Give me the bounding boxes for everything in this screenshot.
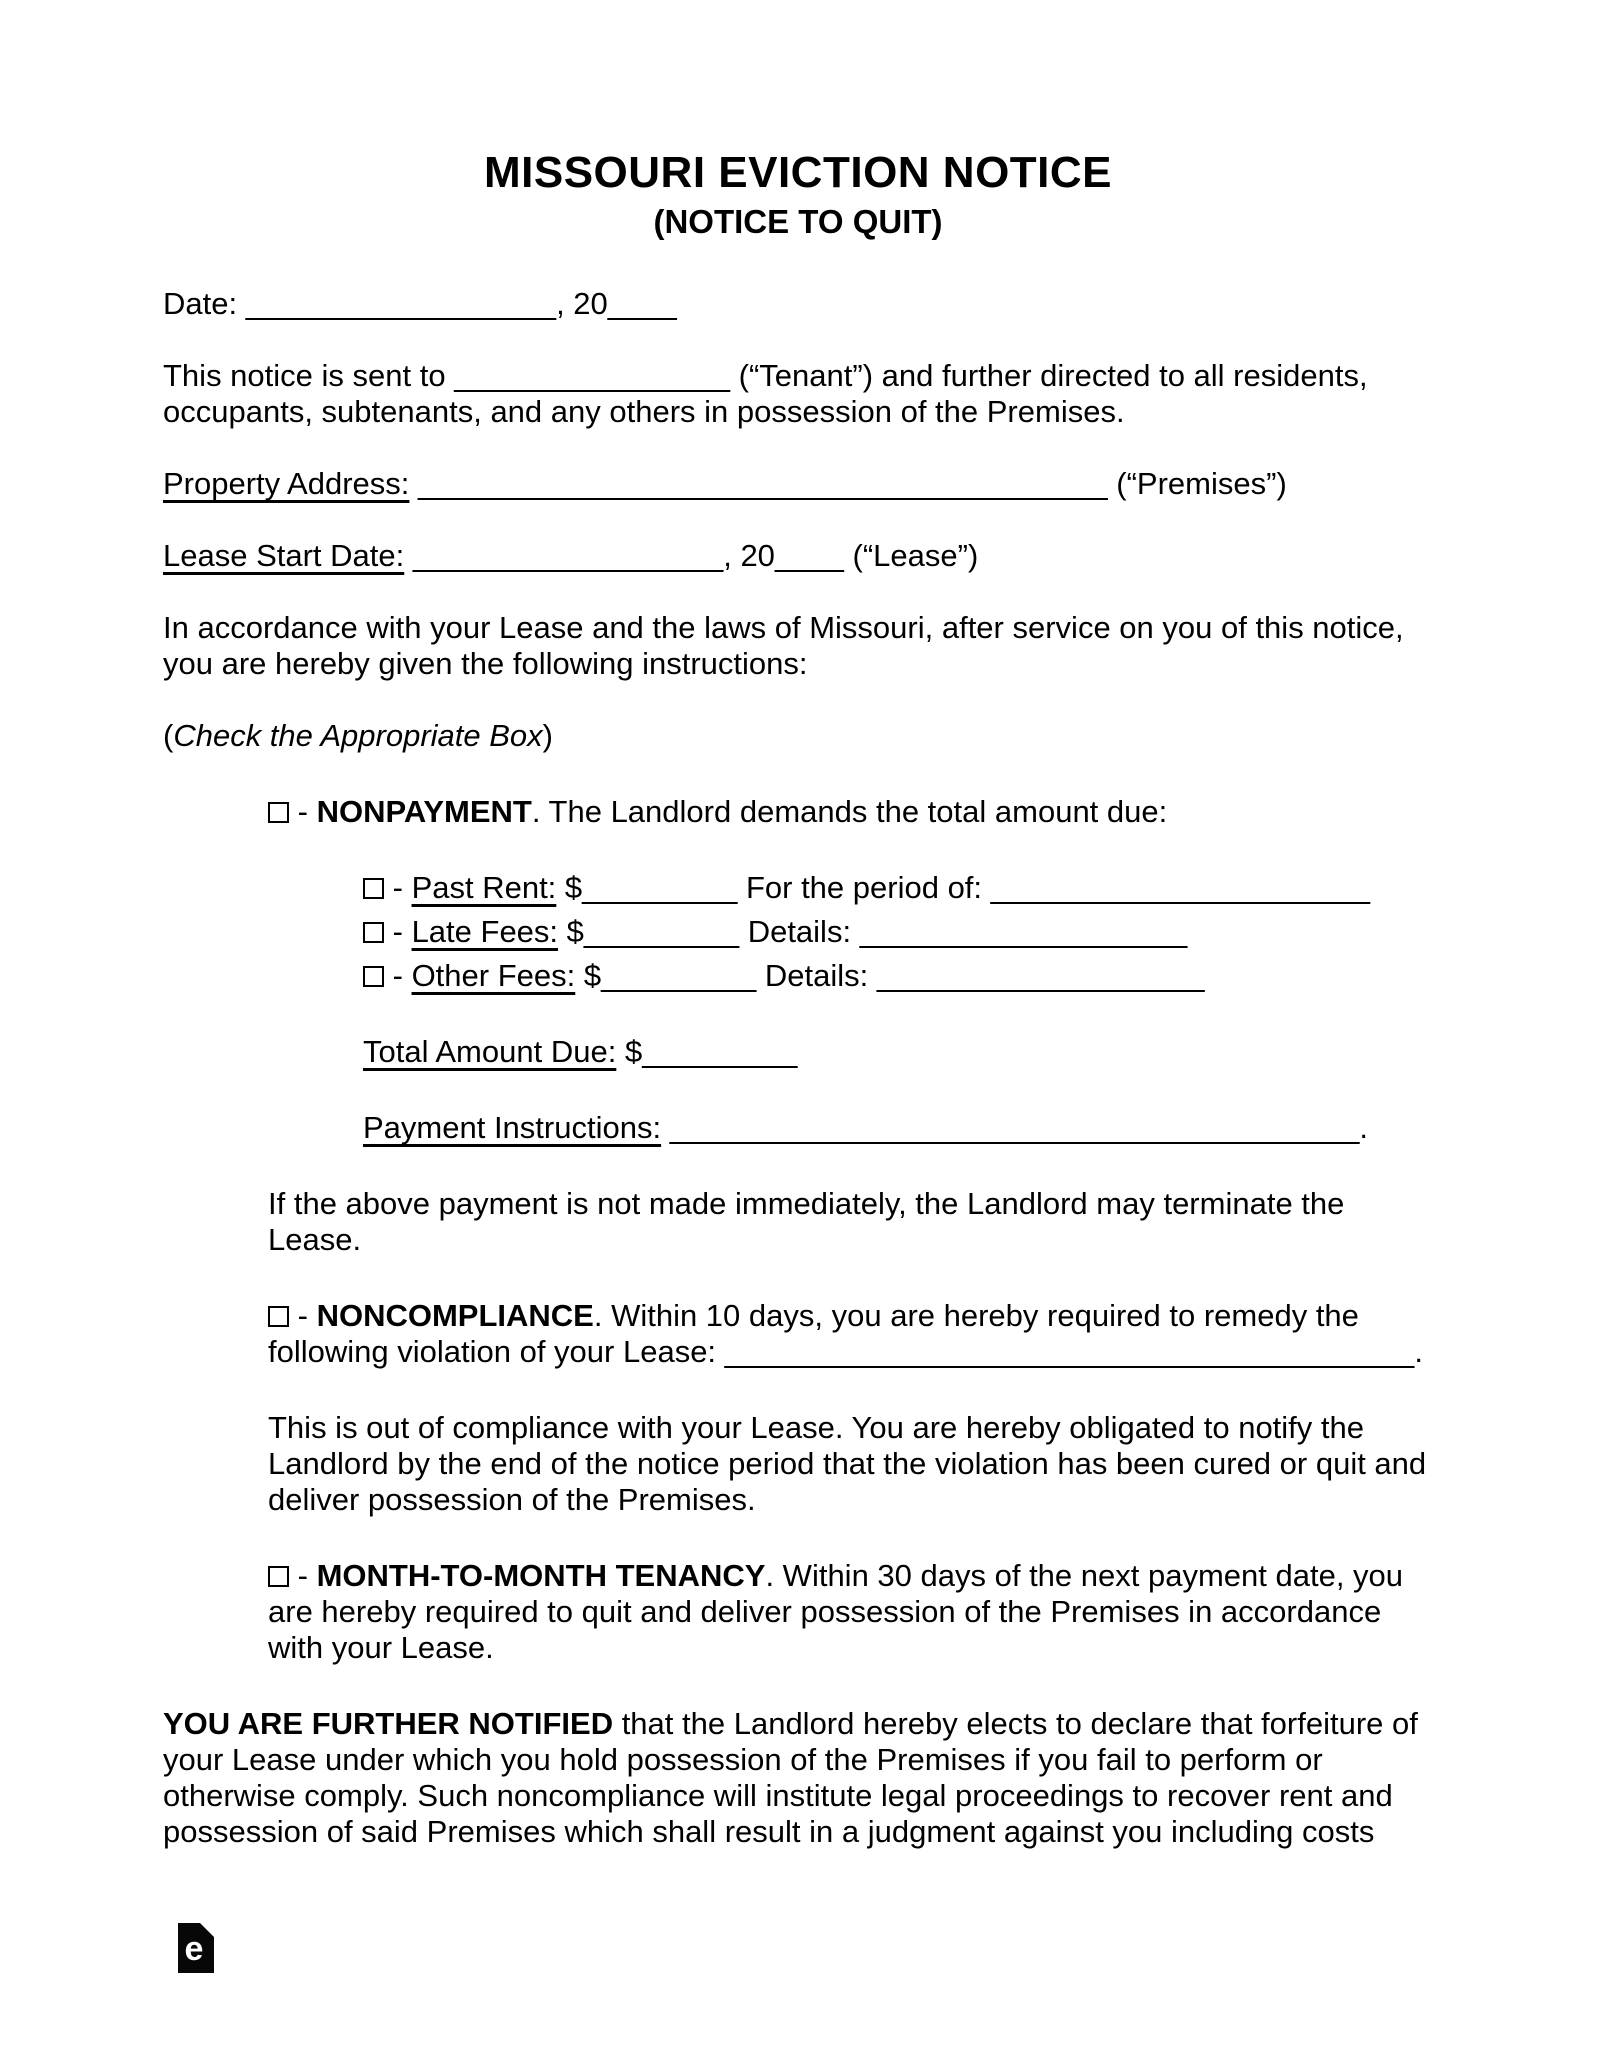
month-to-month-text: . Within 30 days of the next payment date, you are hereby required to quit and deliver possession of the Premises in accordance with your Lease.: [268, 1558, 1404, 1665]
total-amount-due-line: [363, 1034, 1433, 1070]
violation-blank[interactable]: ________________________________________: [724, 1334, 1415, 1369]
late-fees-checkbox[interactable]: [363, 922, 384, 943]
noncompliance-dash: -: [289, 1298, 317, 1333]
other-fees-row: [363, 958, 1433, 994]
payment-warning-paragraph: If the above payment is not made immediately, the Landlord may terminate the Lease.: [268, 1186, 1345, 1257]
notice-recipient-text-after: (“Tenant”) and further directed to all residents, occupants, subtenants, and any others in possession of the Premises.: [163, 358, 1368, 429]
lease-start-date-sep: [404, 538, 413, 573]
notice-recipient-paragraph: [163, 358, 1433, 430]
lease-start-date-label: Lease Start Date:: [163, 538, 405, 573]
late-fees-dash: -: [384, 914, 412, 949]
past-rent-dash: -: [384, 870, 412, 905]
lease-suffix: (“Lease”): [843, 538, 979, 573]
eforms-logo-letter: e: [184, 1930, 204, 1968]
late-fees-details-blank[interactable]: ___________________: [859, 914, 1188, 949]
month-to-month-label: MONTH-TO-MONTH TENANCY: [316, 1558, 766, 1593]
noncompliance-label: NONCOMPLIANCE: [316, 1298, 594, 1333]
past-rent-period-label: For the period of:: [737, 870, 991, 905]
lease-start-date-blank[interactable]: __________________: [412, 538, 724, 573]
date-year-blank[interactable]: ____: [607, 286, 677, 321]
other-fees-amount-blank[interactable]: _________: [601, 958, 757, 993]
lease-year-blank[interactable]: ____: [774, 538, 844, 573]
other-fees-details-blank[interactable]: ___________________: [876, 958, 1205, 993]
payment-instructions-label: Payment Instructions:: [363, 1110, 662, 1145]
other-fees-dash: -: [384, 958, 412, 993]
notice-recipient-text-before: This notice is sent to: [163, 358, 455, 393]
property-address-blank[interactable]: ________________________________________: [418, 466, 1108, 501]
other-fees-checkbox[interactable]: [363, 966, 384, 987]
total-amount-currency: $: [616, 1034, 643, 1069]
noncompliance-checkbox[interactable]: [268, 1306, 289, 1327]
accordance-paragraph: In accordance with your Lease and the laws of Missouri, after service on you of this notice, you are hereby given the following instructions:: [163, 610, 1404, 681]
nonpayment-section: [268, 794, 1433, 830]
eforms-logo: [178, 1923, 214, 1973]
tenant-name-blank[interactable]: ________________: [454, 358, 731, 393]
date-label: Date:: [163, 286, 246, 321]
property-address-line: [163, 466, 1433, 502]
payment-instructions-blank[interactable]: ________________________________________: [669, 1110, 1360, 1145]
other-fees-currency: $: [575, 958, 602, 993]
month-to-month-dash: -: [289, 1558, 317, 1593]
date-year-prefix: , 20: [556, 286, 608, 321]
further-notified-label: YOU ARE FURTHER NOTIFIED: [163, 1706, 614, 1741]
month-to-month-checkbox[interactable]: [268, 1566, 289, 1587]
page-subtitle: (NOTICE TO QUIT): [653, 203, 943, 240]
nonpayment-dash: -: [289, 794, 317, 829]
total-amount-due-label: Total Amount Due:: [363, 1034, 617, 1069]
payment-instructions-period: .: [1359, 1110, 1368, 1145]
late-fees-amount-blank[interactable]: _________: [583, 914, 740, 949]
payment-instructions-line: [363, 1110, 1433, 1146]
property-address-label: Property Address:: [163, 466, 410, 501]
other-fees-label: Other Fees:: [411, 958, 576, 993]
past-rent-label: Past Rent:: [411, 870, 557, 905]
check-note-open-paren: (: [163, 718, 174, 753]
total-amount-blank[interactable]: _________: [642, 1034, 798, 1069]
further-notified-paragraph: [163, 1706, 1433, 1850]
past-rent-currency: $: [556, 870, 583, 905]
late-fees-row: [363, 914, 1433, 950]
past-rent-row: [363, 870, 1433, 906]
payment-instructions-sep: [661, 1110, 670, 1145]
check-note-italic-text: Check the Appropriate Box: [173, 718, 543, 753]
lease-start-date-line: [163, 538, 1433, 574]
late-fees-details-label: Details:: [739, 914, 860, 949]
noncompliance-text: . Within 10 days, you are hereby required to remedy the following violation of your Lease:: [268, 1298, 1359, 1369]
date-blank[interactable]: __________________: [245, 286, 557, 321]
check-note-close-paren: ): [542, 718, 553, 753]
other-fees-details-label: Details:: [756, 958, 877, 993]
past-rent-period-blank[interactable]: ______________________: [990, 870, 1370, 905]
past-rent-amount-blank[interactable]: _________: [582, 870, 738, 905]
compliance-paragraph: This is out of compliance with your Lease. You are hereby obligated to notify the Landlord by the end of the notice period that the violation has been cured or quit and deliver possession of the Premises.: [268, 1410, 1427, 1517]
further-notified-text: that the Landlord hereby elects to declare that forfeiture of your Lease under which you hold possession of the Premises if you fail to perform or otherwise comply. Such noncompliance will institute legal proceedings to recover rent and possession of said Premises which shall result in a judgment against you including costs: [163, 1706, 1418, 1849]
noncompliance-section: [268, 1298, 1433, 1370]
past-rent-checkbox[interactable]: [363, 878, 384, 899]
page-title: MISSOURI EVICTION NOTICE: [483, 148, 1113, 197]
lease-year-prefix: , 20: [723, 538, 775, 573]
late-fees-currency: $: [558, 914, 584, 949]
premises-suffix: (“Premises”): [1107, 466, 1287, 501]
property-address-sep: [409, 466, 418, 501]
nonpayment-label: NONPAYMENT: [316, 794, 532, 829]
date-line: [163, 286, 1433, 322]
nonpayment-checkbox[interactable]: [268, 802, 289, 823]
month-to-month-section: [268, 1558, 1433, 1666]
noncompliance-period: .: [1414, 1334, 1423, 1369]
nonpayment-text: . The Landlord demands the total amount due:: [531, 794, 1168, 829]
late-fees-label: Late Fees:: [411, 914, 559, 949]
check-box-note: [163, 718, 1433, 754]
